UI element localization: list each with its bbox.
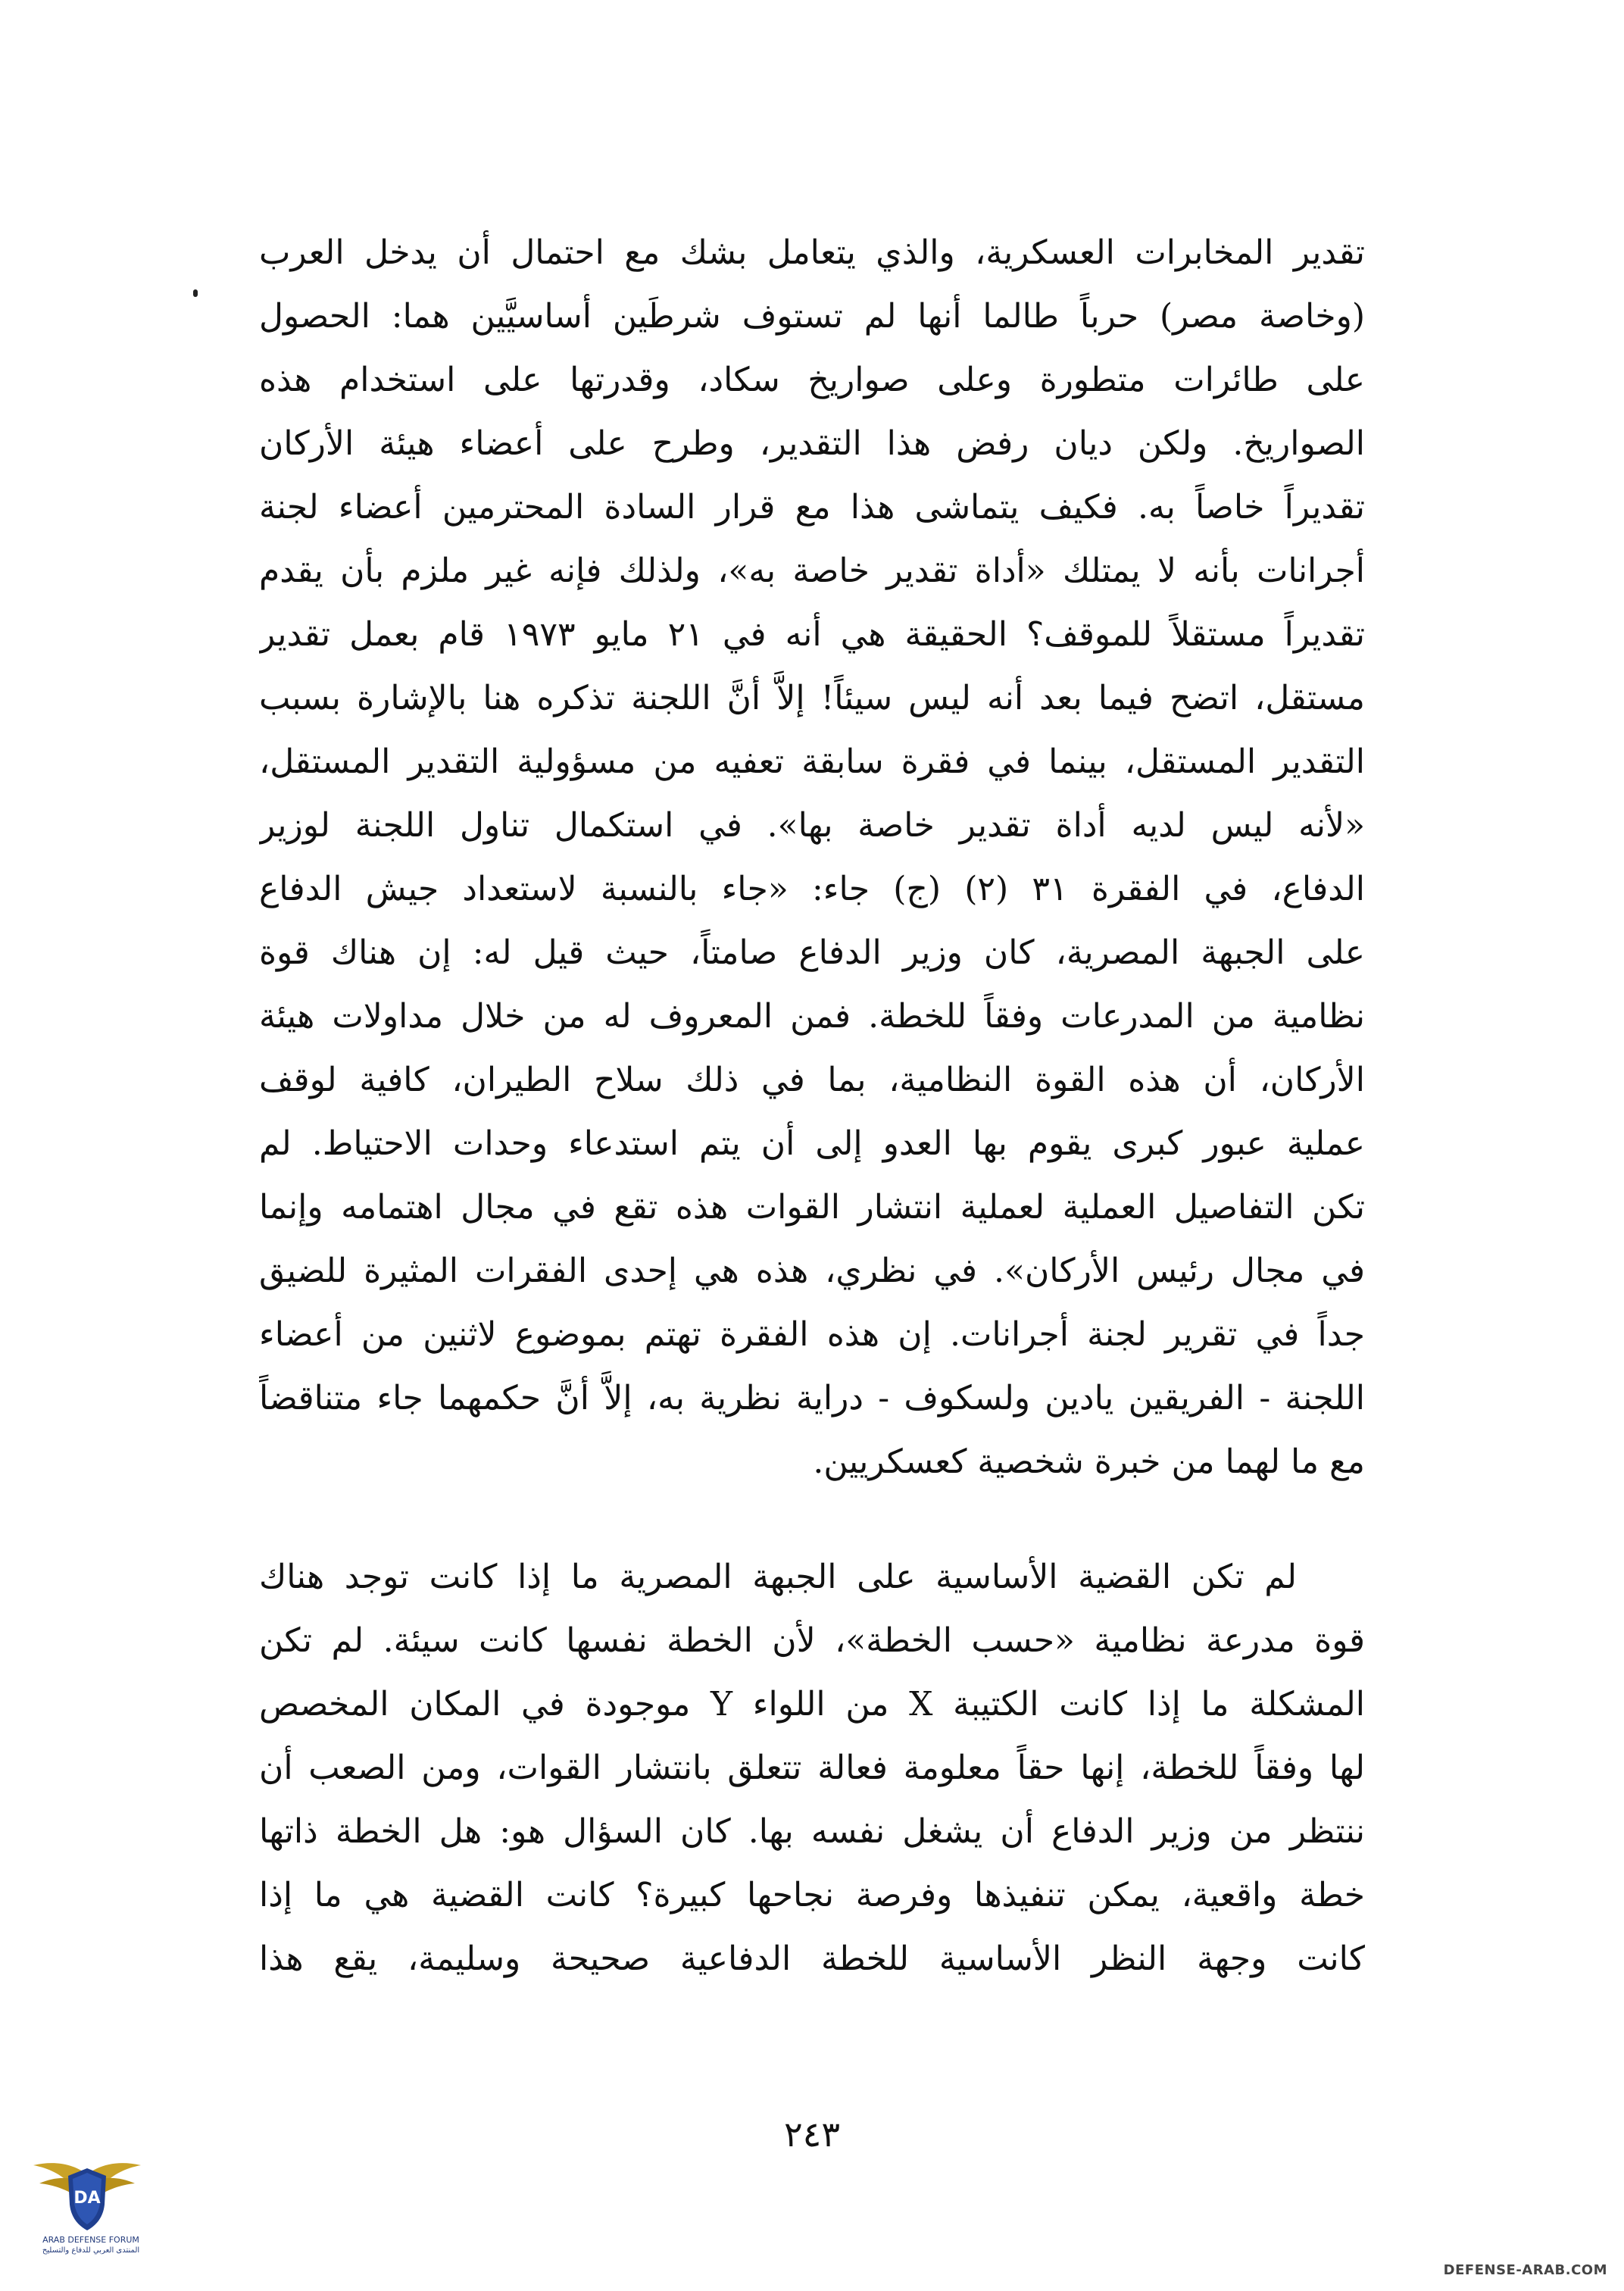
page-number: ٢٤٣: [783, 2114, 841, 2155]
text-line: «لأنه ليس لديه أداة تقدير خاصة بها». في استكمال تناول اللجنة لوزير: [259, 806, 1365, 845]
text-line: عملية عبور كبرى يقوم بها العدو إلى أن يتم استدعاء وحدات الاحتياط. لم: [259, 1124, 1365, 1163]
text-line: خطة واقعية، يمكن تنفيذها وفرصة نجاحها كبيرة؟ كانت القضية هي ما إذا: [259, 1876, 1365, 1914]
text-line: مع ما لهما من خبرة شخصية كعسكريين.: [813, 1442, 1365, 1481]
logo-caption: [15, 2235, 167, 2256]
paragraph-2: [259, 1546, 1365, 1991]
text-line: لم تكن القضية الأساسية على الجبهة المصرية ما إذا كانت توجد هناك: [259, 1558, 1297, 1596]
forum-name: ARAB DEFENSE FORUM: [42, 2235, 139, 2245]
text-line: على الجبهة المصرية، كان وزير الدفاع صامتاً، حيث قيل له: إن هناك قوة: [259, 933, 1365, 972]
text-line: ننتظر من وزير الدفاع أن يشغل نفسه بها. كان السؤال هو: هل الخطة ذاتها: [259, 1812, 1365, 1851]
text-line: تكن التفاصيل العملية لعملية انتشار القوات هذه تقع في مجال اهتمامه وإنما: [259, 1188, 1365, 1227]
text-line: تقدير المخابرات العسكرية، والذي يتعامل بشك مع احتمال أن يدخل العرب: [259, 233, 1365, 272]
paragraph-1: [259, 221, 1365, 1494]
text-line: مستقل، اتضح فيما بعد أنه ليس سيئاً! إلاَّ أنَّ اللجنة تذكره هنا بالإشارة بسبب: [259, 679, 1365, 717]
text-line: الدفاع، في الفقرة ٣١ (٢) (ج) جاء: «جاء بالنسبة لاستعداد جيش الدفاع: [259, 870, 1365, 908]
text-line: تقديراً مستقلاً للموقف؟ الحقيقة هي أنه في ٢١ مايو ١٩٧٣ قام بعمل تقدير: [259, 615, 1365, 654]
text-line: في مجال رئيس الأركان». في نظري، هذه هي إحدى الفقرات المثيرة للضيق: [259, 1252, 1365, 1290]
text-line: لها وفقاً للخطة، إنها حقاً معلومة فعالة تتعلق بانتشار القوات، ومن الصعب أن: [259, 1749, 1365, 1787]
text-line: جداً في تقرير لجنة أجرانات. إن هذه الفقرة تهتم بموضوع لاثنين من أعضاء: [259, 1315, 1365, 1354]
text-line: أجرانات بأنه لا يمتلك «أداة تقدير خاصة به»، ولذلك فإنه غير ملزم بأن يقدم: [259, 552, 1365, 590]
site-watermark: DEFENSE-ARAB.COM: [1443, 2262, 1607, 2278]
text-line: تقديراً خاصاً به. فكيف يتماشى هذا مع قرار السادة المحترمين أعضاء لجنة: [259, 488, 1365, 527]
text-line: (وخاصة مصر) حرباً طالما أنها لم تستوف شرطَين أساسيَّين هما: الحصول: [259, 297, 1365, 336]
text-line: التقدير المستقل، بينما في فقرة سابقة تعفيه من مسؤولية التقدير المستقل،: [259, 742, 1365, 781]
text-line: كانت وجهة النظر الأساسية للخطة الدفاعية صحيحة وسليمة، يقع هذا: [259, 1939, 1365, 1978]
text-line: المشكلة ما إذا كانت الكتيبة X من اللواء Y موجودة في المكان المخصص: [259, 1685, 1365, 1724]
text-line: نظامية من المدرعات وفقاً للخطة. فمن المعروف له من خلال مداولات هيئة: [259, 997, 1365, 1036]
text-line: على طائرات متطورة وعلى صواريخ سكاد، وقدرتها على استخدام هذه: [259, 361, 1365, 399]
text-line: الصواريخ. ولكن ديان رفض هذا التقدير، وطرح على أعضاء هيئة الأركان: [259, 424, 1365, 463]
text-line: قوة مدرعة نظامية «حسب الخطة»، لأن الخطة نفسها كانت سيئة. لم تكن: [259, 1621, 1365, 1660]
text-line: اللجنة - الفريقين يادين ولسكوف - دراية نظرية به، إلاَّ أنَّ حكمهما جاء متناقضاً: [259, 1379, 1365, 1417]
logo-letters: DA: [73, 2189, 101, 2208]
forum-name-arabic: المنتدى العربي للدفاع والتسليح: [42, 2246, 140, 2255]
text-line: الأركان، أن هذه القوة النظامية، بما في ذلك سلاح الطيران، كافية لوقف: [259, 1061, 1365, 1099]
scan-speck: [193, 289, 198, 297]
